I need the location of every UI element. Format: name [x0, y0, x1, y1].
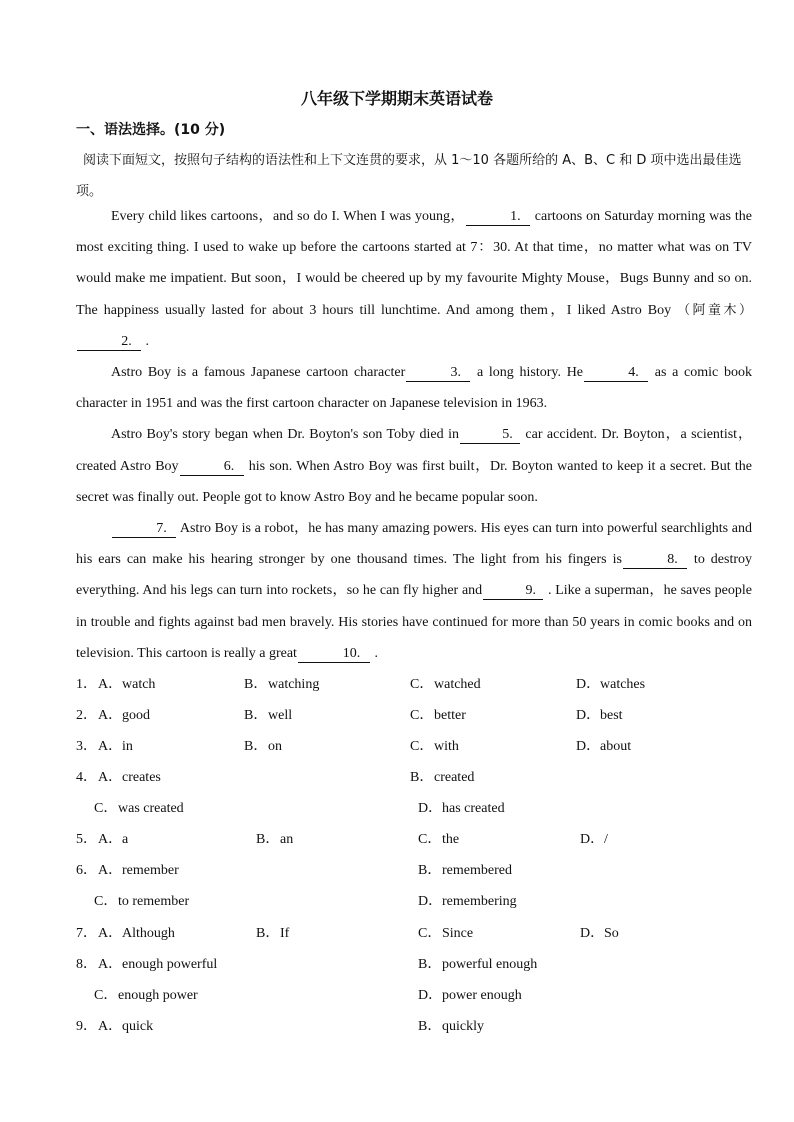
question-8: 8． A．enough powerful B．powerful enough: [76, 955, 756, 975]
option-b[interactable]: B．on: [244, 739, 282, 754]
instructions: 阅读下面短文，按照句子结构的语法性和上下文连贯的要求，从 1～10 各题所给的 A、B、C 和 D 项中选出最佳选项。: [76, 153, 742, 199]
option-c[interactable]: C．was created: [94, 801, 184, 816]
blank-1[interactable]: 1.: [466, 208, 530, 226]
question-4-line-2: [76, 799, 756, 819]
option-a[interactable]: A．watch: [98, 677, 156, 692]
question-1: 1． A．watch B．watching C．watched D．watches: [76, 675, 756, 695]
section-heading: 一、语法选择。(10 分): [76, 122, 226, 138]
option-c[interactable]: C．Since: [418, 926, 474, 941]
option-c[interactable]: C．enough power: [94, 988, 198, 1003]
option-c[interactable]: C．the: [418, 832, 460, 847]
passage-paragraph: 7. Astro Boy is a robot，he has many amazing powers. His eyes can turn into powerful searchlights and his ears can make his hearing stronger by one thousand times. The light from his fingers is 8. to destroy everything. And his legs can turn into rockets，so he can fly higher and 9. . Like a superman，he saves people in trouble and fights against bad men bravely. His stories have continued for more than 50 years in comic books and on television. This cartoon is really a great 10. .: [76, 521, 753, 661]
question-5: 5． A．a B．an C．the D．/: [76, 830, 756, 850]
passage-paragraph: Every child likes cartoons，and so do I. When I was young， 1. cartoons on Saturday morning was the most exciting thing. I used to wake up before the cartoons started at 7：30. At that time，no matter what was on TV would make me impatient. But soon，I would be cheered up by my favourite Mighty Mouse，Bugs Bunny and so on. The happiness usually lasted for about 3 hours till lunchtime. And among them，I liked Astro Boy （阿童木）2. .: [76, 209, 752, 349]
option-a[interactable]: A．Although: [98, 926, 175, 941]
question-8-line-2: [76, 986, 756, 1006]
option-b[interactable]: B．remembered: [418, 863, 512, 878]
blank-2[interactable]: 2.: [77, 333, 141, 351]
option-c[interactable]: C．with: [410, 739, 459, 754]
option-d[interactable]: D．/: [580, 832, 608, 847]
option-d[interactable]: D．So: [580, 926, 619, 941]
passage-paragraph: Astro Boy is a famous Japanese cartoon character 3. a long history. He 4. as a comic book character in 1951 and was the first cartoon character on Japanese television in 1963.: [76, 365, 752, 412]
option-b[interactable]: B．watching: [244, 677, 320, 692]
option-c[interactable]: C．better: [410, 708, 466, 723]
option-d[interactable]: D．remembering: [418, 894, 517, 909]
option-d[interactable]: D．power enough: [418, 988, 522, 1003]
option-b[interactable]: B．an: [256, 832, 294, 847]
blank-10[interactable]: 10.: [298, 645, 370, 663]
option-d[interactable]: D．watches: [576, 677, 646, 692]
option-a[interactable]: A．quick: [98, 1019, 154, 1034]
option-a[interactable]: A．creates: [98, 770, 161, 785]
question-6-line-2: [76, 892, 756, 912]
option-b[interactable]: B．created: [410, 770, 475, 785]
question-7: 7． A．Although B．If C．Since D．So: [76, 924, 756, 944]
question-9: 9． A．quick B．quickly: [76, 1017, 756, 1037]
option-a[interactable]: A．in: [98, 739, 133, 754]
question-3: 3． A．in B．on C．with D．about: [76, 737, 756, 757]
option-a[interactable]: A．enough powerful: [98, 957, 218, 972]
question-2: 2． A．good B．well C．better D．best: [76, 706, 756, 726]
option-b[interactable]: B．powerful enough: [418, 957, 538, 972]
blank-8[interactable]: 8.: [623, 551, 687, 569]
option-d[interactable]: D．about: [576, 739, 632, 754]
blank-9[interactable]: 9.: [483, 582, 543, 600]
question-4: 4． A．creates B．created: [76, 768, 756, 788]
option-c[interactable]: C．watched: [410, 677, 481, 692]
passage-paragraph: Astro Boy's story began when Dr. Boyton's son Toby died in 5. car accident. Dr. Boyton，a scientist，created Astro Boy 6. his son. When Astro Boy was first built，Dr. Boyton wanted to keep it a secret. But the secret was finally out. People got to know Astro Boy and he became popular soon.: [76, 427, 752, 505]
option-b[interactable]: B．quickly: [418, 1019, 484, 1034]
option-d[interactable]: D．has created: [418, 801, 505, 816]
option-b[interactable]: B．If: [256, 926, 290, 941]
blank-6[interactable]: 6.: [180, 458, 244, 476]
blank-7[interactable]: 7.: [112, 520, 176, 538]
blank-4[interactable]: 4.: [584, 364, 648, 382]
option-a[interactable]: A．a: [98, 832, 129, 847]
option-b[interactable]: B．well: [244, 708, 293, 723]
option-c[interactable]: C．to remember: [94, 894, 190, 909]
option-a[interactable]: A．remember: [98, 863, 179, 878]
passage: [76, 201, 752, 669]
blank-3[interactable]: 3.: [406, 364, 470, 382]
option-a[interactable]: A．good: [98, 708, 150, 723]
question-6: 6． A．remember B．remembered: [76, 861, 756, 881]
option-d[interactable]: D．best: [576, 708, 623, 723]
page-title: 八年级下学期期末英语试卷: [300, 89, 493, 108]
blank-5[interactable]: 5.: [460, 426, 520, 444]
